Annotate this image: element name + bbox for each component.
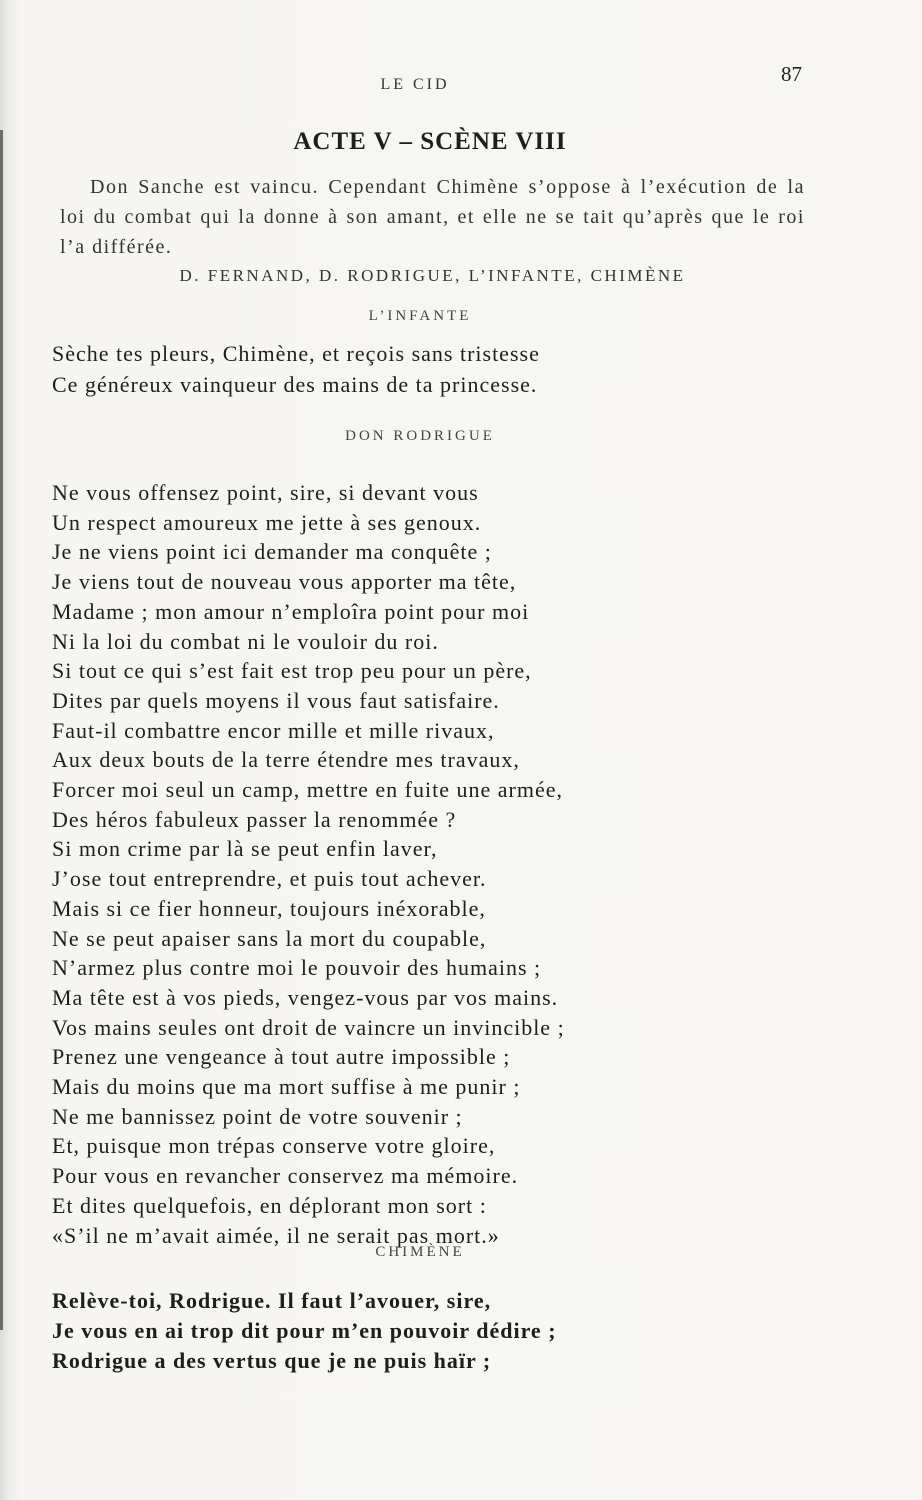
page-number: 87: [781, 62, 802, 86]
verse-line: Sèche tes pleurs, Chimène, et reçois sans tristesse: [52, 341, 540, 366]
verse-line: Madame ; mon amour n’emploîra point pour moi: [52, 598, 530, 624]
running-title: LE CID: [380, 76, 450, 93]
verse-line: Je ne viens point ici demander ma conquête ;: [52, 539, 492, 565]
scene-title: ACTE V – SCÈNE VIII: [293, 128, 567, 155]
verse-line: Ne me bannissez point de votre souvenir ;: [52, 1103, 463, 1129]
verse-line: Relève-toi, Rodrigue. Il faut l’avouer, sire,: [52, 1288, 492, 1313]
verse-line: Rodrigue a des vertus que je ne puis haïr ;: [52, 1348, 492, 1373]
cast-list: D. FERNAND, D. RODRIGUE, L’INFANTE, CHIMÈNE: [179, 266, 686, 285]
verse-line: Aux deux bouts de la terre étendre mes travaux,: [52, 747, 520, 773]
verse-line: Et dites quelquefois, en déplorant mon sort :: [52, 1192, 487, 1218]
verse-line: Prenez une vengeance à tout autre impossible ;: [52, 1044, 511, 1070]
verse-line: Ce généreux vainqueur des mains de ta princesse.: [52, 372, 538, 397]
scene-summary: Don Sanche est vaincu. Cependant Chimène s’oppose à l’exécution de la loi du combat qui la donne à son amant, et elle ne se tait qu’après que le roi l’a différée.: [60, 176, 805, 258]
speaker-infante: L’INFANTE: [368, 308, 472, 324]
verse-line: Je vous en ai trop dit pour m’en pouvoir dédire ;: [52, 1318, 557, 1343]
speech-infante: [52, 338, 812, 400]
verse-line: Ne se peut apaiser sans la mort du coupable,: [52, 925, 487, 951]
page-binding-edge: [0, 130, 3, 1330]
speaker-chimene: CHIMÈNE: [375, 1244, 465, 1260]
speech-chimene: [52, 1286, 812, 1376]
verse-line: «S’il ne m’avait aimée, il ne serait pas mort.»: [52, 1222, 500, 1248]
verse-line: Forcer moi seul un camp, mettre en fuite une armée,: [52, 777, 563, 803]
verse-line: Si mon crime par là se peut enfin laver,: [52, 836, 438, 862]
verse-line: Pour vous en revancher conservez ma mémoire.: [52, 1163, 519, 1189]
verse-line: Mais du moins que ma mort suffise à me punir ;: [52, 1074, 521, 1100]
speech-rodrigue: [52, 478, 812, 1250]
verse-line: Dites par quels moyens il vous faut satisfaire.: [52, 687, 500, 713]
verse-line: N’armez plus contre moi le pouvoir des humains ;: [52, 955, 542, 981]
verse-line: Si tout ce qui s’est fait est trop peu pour un père,: [52, 658, 532, 684]
speaker-rodrigue: DON RODRIGUE: [345, 428, 495, 444]
verse-line: Un respect amoureux me jette à ses genoux.: [52, 509, 482, 535]
verse-line: Mais si ce fier honneur, toujours inéxorable,: [52, 895, 486, 921]
verse-line: Ne vous offensez point, sire, si devant vous: [52, 480, 479, 505]
verse-line: Vos mains seules ont droit de vaincre un invincible ;: [52, 1014, 565, 1040]
verse-line: Ni la loi du combat ni le vouloir du roi.: [52, 628, 439, 654]
verse-line: Ma tête est à vos pieds, vengez-vous par vos mains.: [52, 984, 559, 1010]
verse-line: Je viens tout de nouveau vous apporter ma tête,: [52, 569, 517, 595]
page-header: [0, 62, 922, 102]
verse-line: Faut-il combattre encor mille et mille rivaux,: [52, 717, 495, 743]
verse-line: J’ose tout entreprendre, et puis tout achever.: [52, 866, 487, 892]
verse-line: Et, puisque mon trépas conserve votre gloire,: [52, 1133, 496, 1159]
verse-line: Des héros fabuleux passer la renommée ?: [52, 806, 457, 832]
